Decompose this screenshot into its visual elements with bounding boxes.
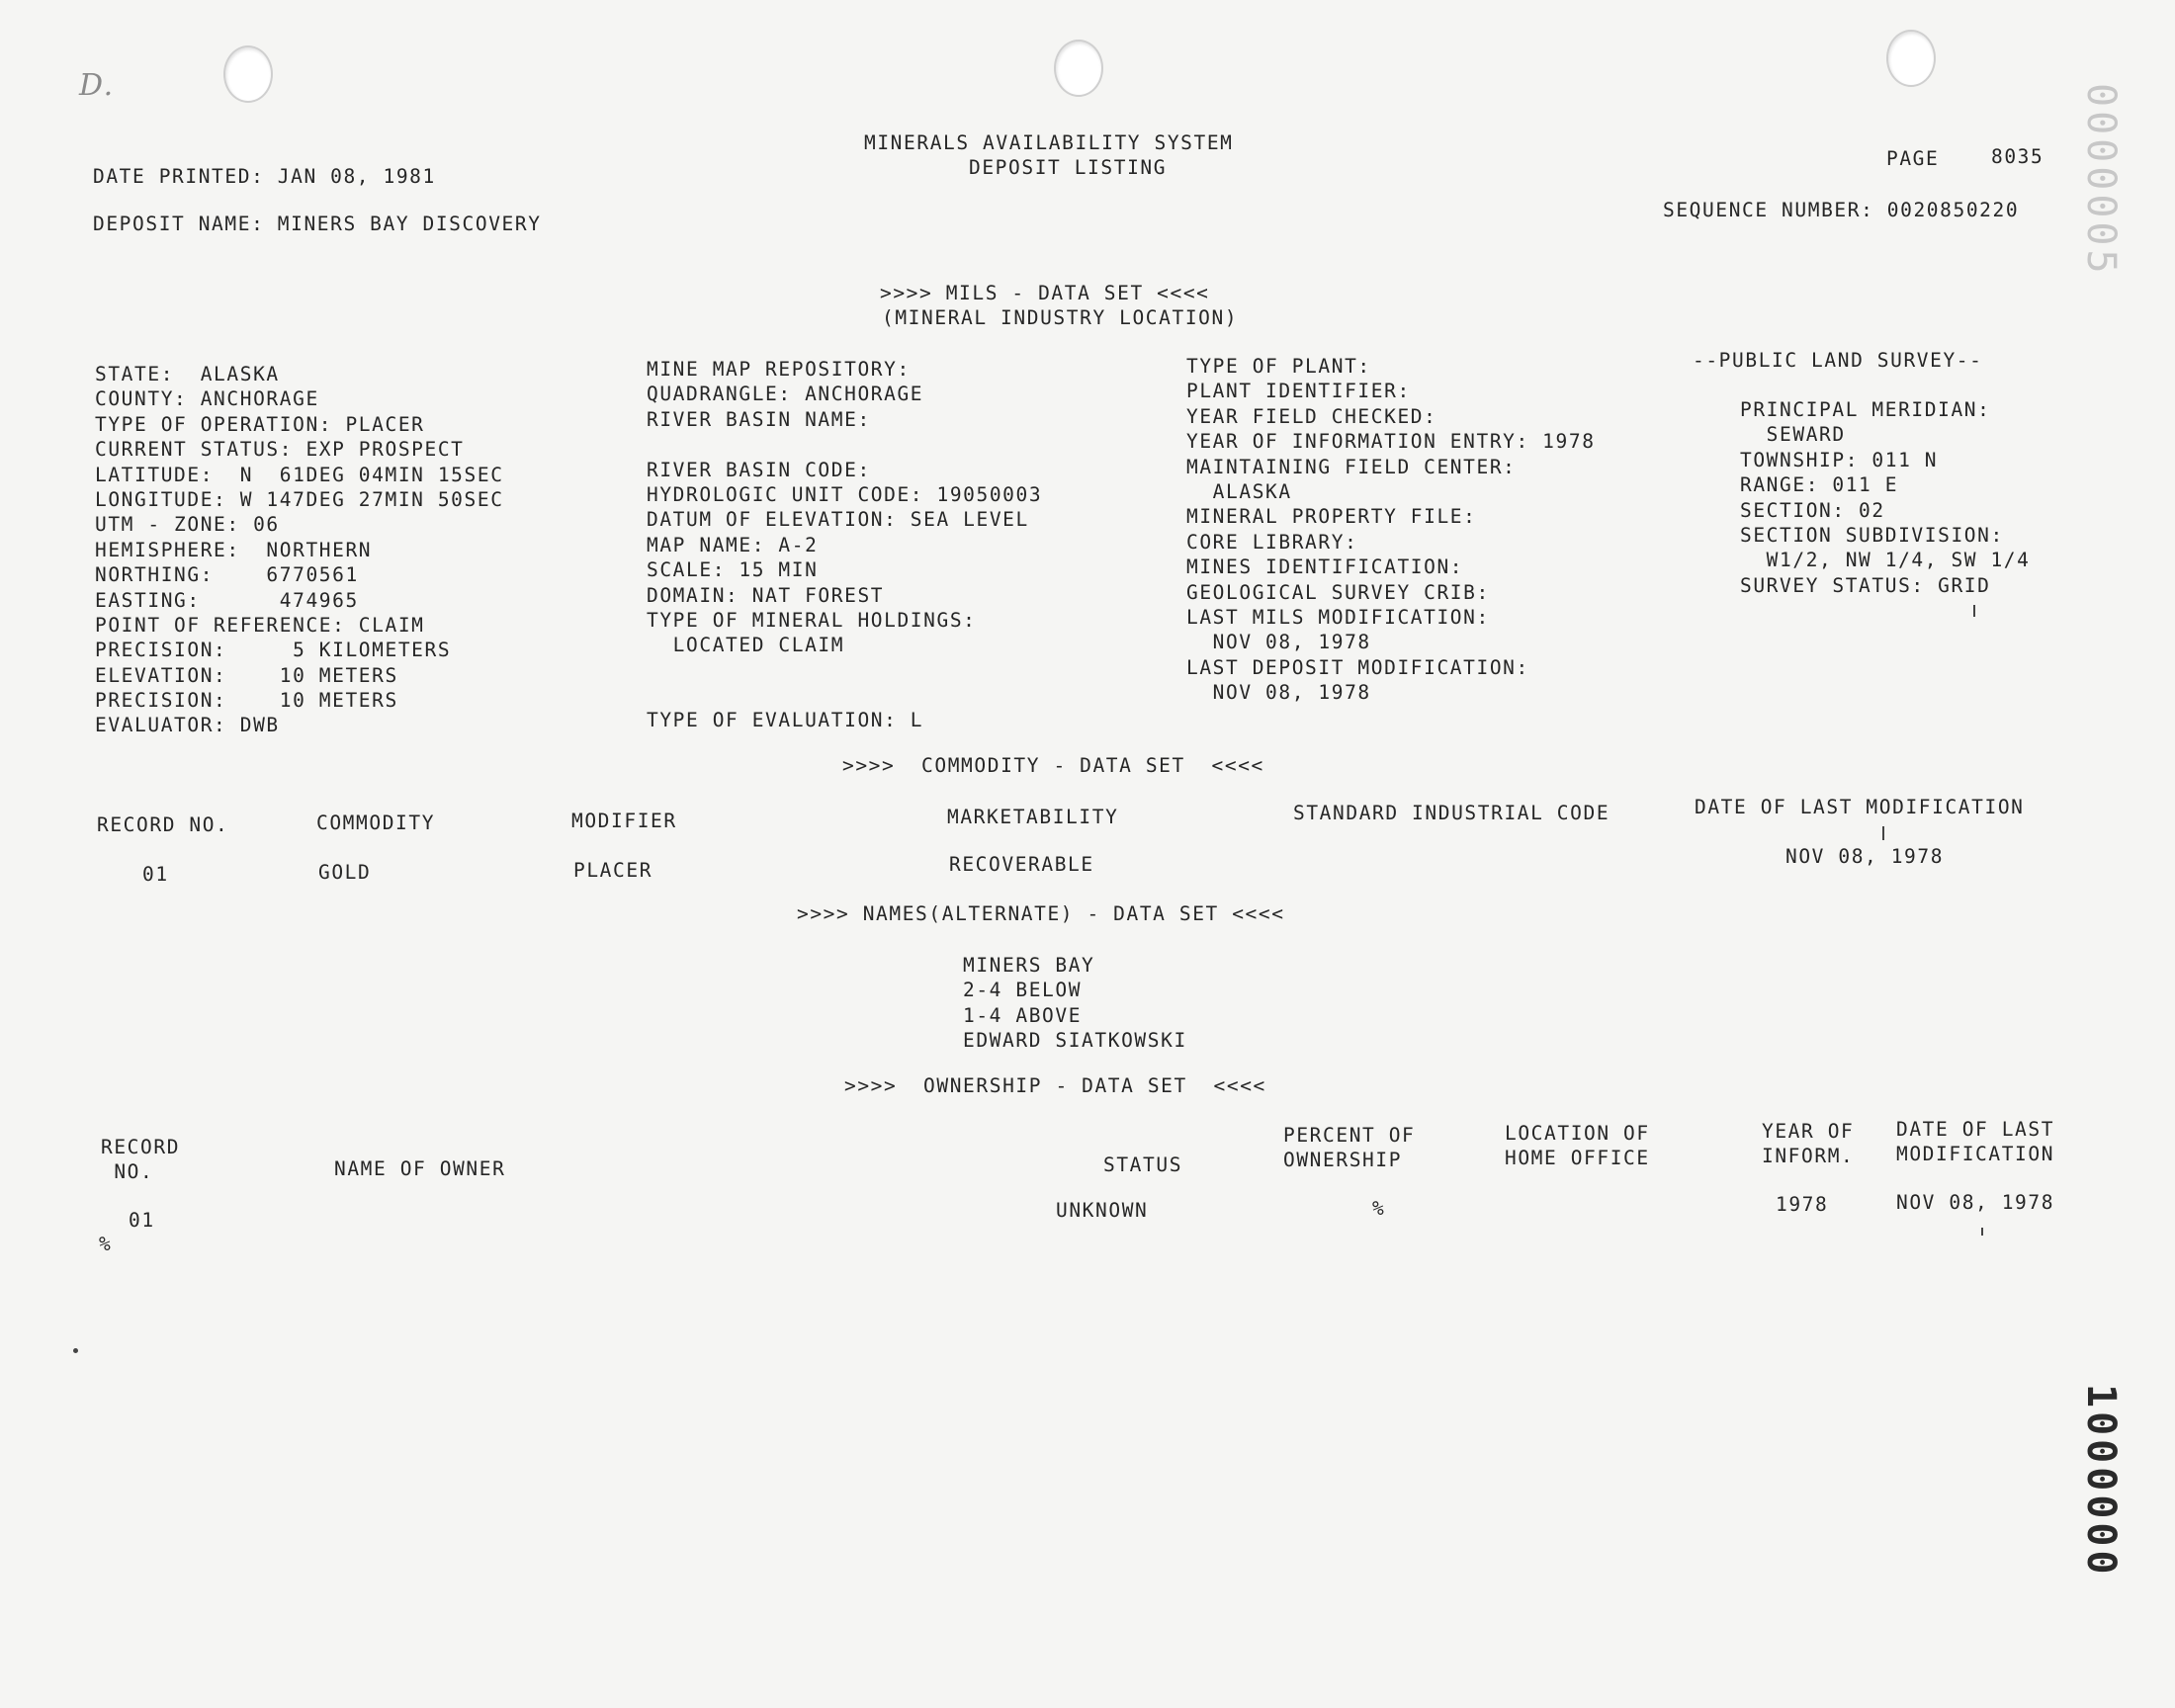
mils-field: UTM - ZONE: 06 (95, 513, 280, 537)
mils-field: STATE: ALASKA (95, 363, 280, 385)
ownership-header-percent-1: PERCENT OF (1283, 1124, 1416, 1147)
mils-column-location (95, 362, 504, 738)
commodity-header-commodity: COMMODITY (316, 811, 436, 834)
ownership-status: UNKNOWN (1056, 1199, 1149, 1222)
mils-field: NORTHING: 6770561 (95, 563, 359, 587)
system-title: MINERALS AVAILABILITY SYSTEM (864, 131, 1234, 154)
commodity-header-modifier: MODIFIER (571, 810, 677, 832)
ownership-header-date-2: MODIFICATION (1896, 1143, 2055, 1165)
punch-hole-center (1054, 40, 1103, 97)
mils-field: YEAR OF INFORMATION ENTRY: 1978 (1186, 430, 1596, 454)
mils-field (647, 658, 1042, 683)
mils-field: ALASKA (1186, 479, 1292, 503)
date-printed: DATE PRINTED: JAN 08, 1981 (93, 165, 436, 188)
alternate-name: 2-4 BELOW (963, 979, 1083, 1002)
mils-column-plant (1186, 354, 1596, 705)
mils-field: LAST DEPOSIT MODIFICATION: (1186, 655, 1529, 679)
ownership-percent: % (1372, 1197, 1386, 1220)
mils-field: PLANT IDENTIFIER: (1186, 380, 1411, 403)
ownership-header-location-2: HOME OFFICE (1505, 1147, 1650, 1169)
commodity-date: NOV 08, 1978 (1785, 845, 1945, 868)
commodity-marketability: RECOVERABLE (949, 853, 1094, 876)
mils-field: LONGITUDE: W 147DEG 27MIN 50SEC (95, 487, 504, 511)
mils-field: CURRENT STATUS: EXP PROSPECT (95, 438, 465, 462)
mils-field: GEOLOGICAL SURVEY CRIB: (1186, 580, 1490, 604)
ownership-header-percent-2: OWNERSHIP (1283, 1149, 1403, 1171)
commodity-header-marketability: MARKETABILITY (947, 806, 1119, 828)
frame-number-stamp-bottom: 1000000 (2078, 1384, 2124, 1579)
alternate-name: EDWARD SIATKOWSKI (963, 1029, 1187, 1053)
mils-field: MAINTAINING FIELD CENTER: (1186, 455, 1517, 478)
mils-field: TYPE OF MINERAL HOLDINGS: (647, 608, 977, 632)
stray-tick (1973, 605, 1975, 617)
mils-field: HYDROLOGIC UNIT CODE: 19050003 (647, 482, 1043, 506)
mils-field (647, 683, 1042, 708)
commodity-header-sic: STANDARD INDUSTRIAL CODE (1293, 802, 1610, 824)
mils-field: PRECISION: 5 KILOMETERS (95, 639, 452, 662)
ownership-header-year-2: INFORM. (1762, 1145, 1855, 1167)
mils-subtitle: (MINERAL INDUSTRY LOCATION) (882, 306, 1239, 329)
mils-field: PRECISION: 10 METERS (95, 689, 398, 713)
mils-field: LATITUDE: N 61DEG 04MIN 15SEC (95, 463, 504, 486)
survey-field: SECTION SUBDIVISION: (1740, 523, 2004, 547)
stray-dot (73, 1348, 78, 1353)
ownership-header-name: NAME OF OWNER (334, 1157, 506, 1180)
mils-field: DOMAIN: NAT FOREST (647, 583, 885, 607)
names-title: >>>> NAMES(ALTERNATE) - DATA SET <<<< (797, 902, 1285, 925)
ownership-title: >>>> OWNERSHIP - DATA SET <<<< (844, 1074, 1266, 1097)
mils-field: CORE LIBRARY: (1186, 530, 1358, 554)
ownership-header-record-1: RECORD (101, 1136, 181, 1158)
commodity-header-record: RECORD NO. (97, 813, 229, 836)
stray-tick (1981, 1228, 1983, 1236)
survey-field: RANGE: 011 E (1740, 473, 1899, 497)
commodity-modifier: PLACER (573, 859, 653, 882)
mils-field: YEAR FIELD CHECKED: (1186, 404, 1437, 428)
mils-field: QUADRANGLE: ANCHORAGE (647, 383, 924, 406)
mils-field: MAP NAME: A-2 (647, 533, 819, 556)
mils-field: NOV 08, 1978 (1186, 631, 1371, 654)
mils-field: LAST MILS MODIFICATION: (1186, 605, 1490, 629)
commodity-name: GOLD (318, 861, 372, 884)
ownership-header-location-1: LOCATION OF (1505, 1122, 1650, 1145)
handwritten-mark: D. (79, 68, 115, 103)
survey-field: W1/2, NW 1/4, SW 1/4 (1740, 549, 2031, 572)
mils-field: TYPE OF OPERATION: PLACER (95, 412, 425, 436)
mils-field: EASTING: 474965 (95, 588, 359, 612)
ownership-header-year-1: YEAR OF (1762, 1120, 1855, 1143)
public-land-survey-title: --PUBLIC LAND SURVEY-- (1693, 349, 1983, 372)
deposit-name: DEPOSIT NAME: MINERS BAY DISCOVERY (93, 213, 542, 235)
ownership-header-status: STATUS (1103, 1153, 1183, 1176)
mils-field: HEMISPHERE: NORTHERN (95, 538, 373, 561)
alternate-name: 1-4 ABOVE (963, 1003, 1083, 1027)
mils-field: EVALUATOR: DWB (95, 714, 280, 737)
commodity-record-no: 01 (142, 863, 169, 886)
ownership-header-date-1: DATE OF LAST (1896, 1118, 2055, 1141)
survey-field: SURVEY STATUS: GRID (1740, 573, 1991, 597)
survey-field: SEWARD (1740, 423, 1846, 447)
mils-column-map (647, 357, 1042, 733)
ownership-date: NOV 08, 1978 (1896, 1191, 2055, 1214)
mils-field: SCALE: 15 MIN (647, 558, 819, 582)
ownership-footnote: % (99, 1233, 113, 1255)
page-number: 8035 (1991, 145, 2044, 168)
mils-field: TYPE OF PLANT: (1186, 355, 1371, 378)
alternate-names-list (963, 953, 1187, 1054)
mils-field: RIVER BASIN CODE: (647, 458, 871, 481)
mils-field: MINES IDENTIFICATION: (1186, 555, 1464, 579)
ownership-header-record-2: NO. (101, 1160, 154, 1183)
mils-title: >>>> MILS - DATA SET <<<< (880, 282, 1210, 304)
commodity-header-date: DATE OF LAST MODIFICATION (1695, 796, 2025, 818)
mils-field: COUNTY: ANCHORAGE (95, 387, 319, 411)
survey-field: TOWNSHIP: 011 N (1740, 448, 1939, 471)
sequence-number: SEQUENCE NUMBER: 0020850220 (1663, 199, 2020, 221)
mils-field: MINE MAP REPOSITORY: (647, 358, 911, 381)
system-subtitle: DEPOSIT LISTING (969, 156, 1168, 179)
mils-field: RIVER BASIN NAME: (647, 407, 871, 431)
mils-field: DATUM OF ELEVATION: SEA LEVEL (647, 508, 1029, 532)
commodity-title: >>>> COMMODITY - DATA SET <<<< (842, 754, 1264, 777)
frame-number-stamp-top: 0000005 (2078, 83, 2124, 278)
mils-field: MINERAL PROPERTY FILE: (1186, 505, 1477, 529)
mils-field: ELEVATION: 10 METERS (95, 663, 398, 687)
mils-column-survey (1740, 397, 2030, 598)
mils-field: LOCATED CLAIM (647, 634, 845, 657)
alternate-name: MINERS BAY (963, 954, 1095, 977)
punch-hole-right (1886, 30, 1936, 87)
stray-tick (1882, 826, 1884, 840)
mils-field: POINT OF REFERENCE: CLAIM (95, 613, 425, 637)
mils-field (647, 432, 1042, 457)
mils-field: NOV 08, 1978 (1186, 681, 1371, 705)
punch-hole-left (223, 45, 273, 103)
ownership-record-no: 01 (129, 1209, 155, 1232)
ownership-year: 1978 (1776, 1193, 1829, 1216)
page-label: PAGE (1886, 147, 1940, 170)
survey-field: PRINCIPAL MERIDIAN: (1740, 398, 1991, 421)
survey-field: SECTION: 02 (1740, 498, 1885, 522)
mils-field: TYPE OF EVALUATION: L (647, 709, 924, 732)
